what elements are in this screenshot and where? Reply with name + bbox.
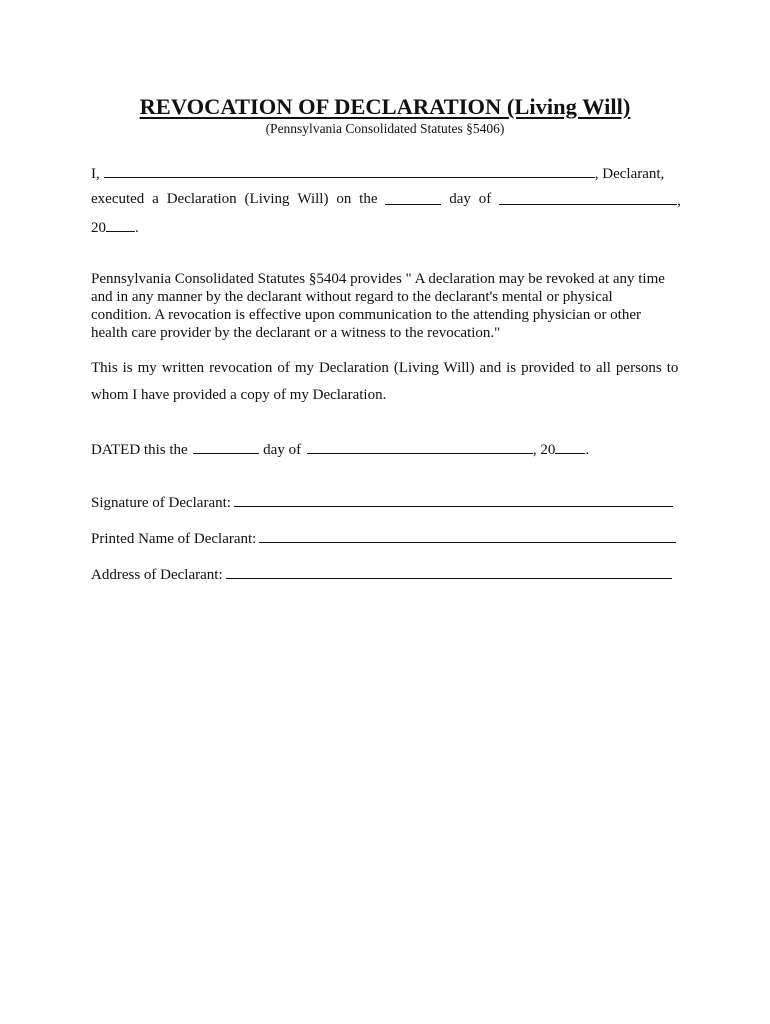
declarant-prefix: I, (91, 166, 100, 182)
execution-comma: , (677, 193, 681, 209)
address-blank[interactable] (226, 564, 672, 579)
execution-word: day (449, 191, 471, 207)
dated-prefix: DATED this the (91, 442, 188, 458)
execution-word: a (152, 191, 159, 207)
printed-name-blank[interactable] (259, 528, 676, 543)
dated-mid: day of (263, 442, 302, 458)
execution-day-blank[interactable] (385, 190, 441, 205)
execution-month-blank[interactable] (499, 190, 677, 205)
execution-year-blank[interactable] (106, 217, 135, 232)
dated-year-prefix: , 20 (532, 442, 556, 458)
execution-word: executed (91, 191, 145, 207)
dated-year-blank[interactable] (555, 439, 585, 454)
signature-line (91, 492, 673, 512)
statute-line: health care provider by the declarant or a witness to the revocation." (91, 325, 501, 341)
dated-day-blank[interactable] (193, 439, 259, 454)
printed-name-line (91, 528, 676, 548)
signature-blank[interactable] (234, 492, 673, 507)
dated-period: . (585, 442, 590, 458)
execution-line (91, 190, 681, 210)
document-subtitle: (Pennsylvania Consolidated Statutes §5406) (265, 121, 505, 136)
dated-month-blank[interactable] (307, 439, 533, 454)
declarant-name-line (91, 163, 681, 183)
address-label: Address of Declarant: (91, 567, 223, 583)
statute-line: and in any manner by the declarant without regard to the declarant's mental or physical (91, 289, 613, 305)
execution-word: on (336, 191, 352, 207)
execution-word: (Living (244, 191, 290, 207)
revocation-paragraph (91, 359, 681, 404)
statute-line: condition. A revocation is effective upon communication to the attending physician or other (91, 307, 642, 323)
revocation-line: whom I have provided a copy of my Declaration. (91, 387, 387, 403)
execution-word: Declaration (166, 191, 237, 207)
declarant-suffix: , Declarant, (594, 166, 665, 182)
execution-word: of (478, 191, 492, 207)
statute-line: Pennsylvania Consolidated Statutes §5404 provides " A declaration may be revoked at any time (91, 271, 665, 287)
printed-name-label: Printed Name of Declarant: (91, 531, 257, 547)
execution-year-line (91, 217, 681, 237)
signature-label: Signature of Declarant: (91, 495, 231, 511)
document-title: REVOCATION OF DECLARATION (Living Will) (139, 94, 631, 119)
dated-line (91, 439, 681, 459)
address-line (91, 564, 672, 584)
execution-word: the (359, 191, 378, 207)
statute-paragraph (91, 270, 681, 342)
year-prefix: 20 (91, 220, 106, 236)
revocation-line: This is my written revocation of my Declaration (Living Will) and is provided to all persons to (91, 360, 679, 376)
execution-word: Will) (297, 191, 329, 207)
year-period: . (135, 220, 139, 236)
declarant-name-blank[interactable] (104, 163, 595, 178)
